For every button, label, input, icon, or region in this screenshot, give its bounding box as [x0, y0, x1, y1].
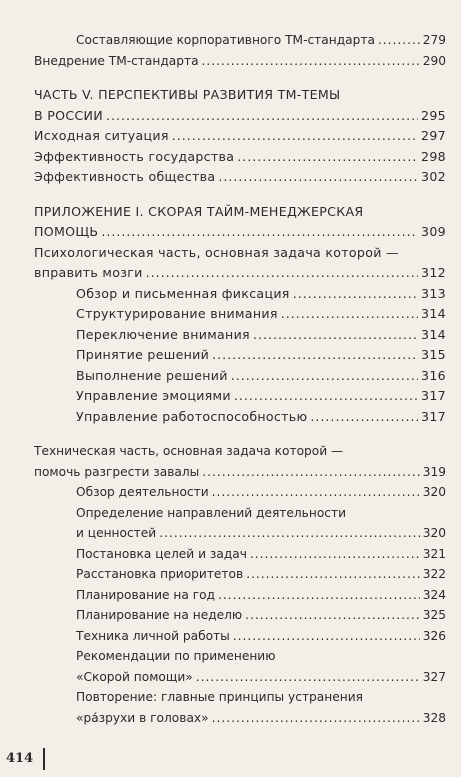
dot-leader [212, 482, 420, 503]
toc-page-number: 279 [422, 33, 446, 47]
toc-entry-title: вправить мозги [34, 265, 143, 280]
toc-entry-line: Психологическая часть, основная задача которой — [34, 244, 399, 260]
toc-entry [34, 126, 446, 147]
toc-page-number: 324 [422, 587, 446, 602]
toc-entry-line: ЧАСТЬ V. ПЕРСПЕКТИВЫ РАЗВИТИЯ ТМ-ТЕМЫ [34, 87, 341, 102]
toc-entry-title: Внедрение ТМ-стандарта [34, 53, 199, 68]
toc-page-number: 317 [421, 408, 446, 424]
dot-leader [218, 585, 420, 606]
toc-page-number: 314 [421, 306, 446, 321]
toc-page-number: 290 [422, 53, 446, 68]
toc-entry-title: «ра́зрухи в головах» [76, 710, 209, 725]
toc-block [34, 85, 446, 188]
toc-entry-title: помочь разгрести завалы [34, 464, 200, 479]
dot-leader [250, 544, 420, 565]
folio-rule [43, 748, 45, 770]
toc-page-number: 297 [421, 128, 446, 143]
page-number: 414 [6, 751, 34, 766]
dot-leader [212, 345, 418, 366]
toc-page-number: 322 [422, 567, 446, 581]
toc-entry [34, 325, 446, 346]
toc-entry [34, 482, 446, 503]
toc-entry-title: Эффективность государства [34, 148, 235, 164]
toc-entry-title: Структурирование внимания [76, 306, 278, 321]
dot-leader [253, 325, 418, 346]
toc-entry [34, 284, 446, 305]
toc-entry-title: Планирование на год [76, 587, 216, 602]
toc-entry-title: «Скорой помощи» [76, 669, 193, 684]
dot-leader [231, 366, 418, 387]
toc-entry [34, 407, 446, 428]
dot-leader [310, 407, 418, 428]
toc-entry [34, 626, 446, 647]
dot-leader [218, 167, 418, 188]
dot-leader [106, 106, 418, 127]
dot-leader [172, 126, 418, 147]
toc-page-number: 298 [421, 148, 446, 164]
toc-block [34, 202, 446, 428]
toc-entry-line: Определение направлений деятельности [76, 505, 347, 520]
dot-leader [146, 263, 418, 284]
toc-entry [34, 605, 446, 626]
toc-block [34, 441, 446, 728]
toc-page-number: 325 [422, 608, 446, 622]
toc-page-number: 315 [421, 347, 446, 362]
dot-leader [234, 386, 418, 407]
toc-entry-line: Рекомендации по применению [76, 649, 276, 663]
toc-entry [34, 51, 446, 72]
toc-entry [34, 386, 446, 407]
toc-entry [34, 585, 446, 606]
toc-page-number: 309 [421, 224, 446, 239]
toc-page-number: 302 [421, 169, 446, 184]
toc-page-number: 327 [422, 669, 446, 684]
toc-entry-line: Повторение: главные принципы устранения [76, 690, 363, 704]
toc-entry [34, 263, 446, 284]
toc-entry [34, 30, 446, 51]
dot-leader [159, 523, 420, 544]
toc-block [34, 30, 446, 71]
toc-entry [34, 147, 446, 168]
dot-leader [202, 51, 420, 72]
toc-entry [34, 304, 446, 325]
toc-page-number: 321 [422, 546, 446, 561]
toc-page-number: 312 [421, 265, 446, 280]
toc-page-number: 314 [421, 326, 446, 342]
toc-entry-title: В РОССИИ [34, 107, 103, 123]
toc-entry-title: ПОМОЩЬ [34, 224, 99, 239]
toc-entry [34, 222, 446, 243]
toc-entry-title: Управление работоспособностью [76, 408, 308, 424]
toc-entry-title: Исходная ситуация [34, 128, 169, 143]
toc-entry [34, 544, 446, 565]
toc-entry [34, 106, 446, 127]
dot-leader [281, 304, 418, 325]
toc-entry-title: и ценностей [76, 526, 157, 540]
toc-page-number: 328 [422, 710, 446, 725]
toc-entry-title: Эффективность общества [34, 169, 216, 184]
toc-page-number: 295 [421, 107, 446, 123]
dot-leader [196, 667, 420, 688]
dot-leader [202, 462, 419, 483]
toc-entry [34, 345, 446, 366]
toc-entry-title: Обзор деятельности [76, 485, 209, 499]
toc-page-number: 320 [422, 526, 446, 540]
toc-entry-title: Обзор и письменная фиксация [76, 285, 290, 301]
dot-leader [233, 626, 420, 647]
toc-entry-title: Составляющие корпоративного ТМ-стандарта [76, 33, 375, 47]
toc-page-number: 317 [421, 388, 446, 403]
toc-entry-title: Выполнение решений [76, 367, 228, 383]
toc-entry [34, 167, 446, 188]
toc-entry-title: Техника личной работы [76, 628, 230, 643]
toc-entry-title: Расстановка приоритетов [76, 567, 244, 581]
dot-leader [293, 284, 418, 305]
dot-leader [101, 222, 418, 243]
toc-entry [34, 667, 446, 688]
toc-entry [34, 523, 446, 544]
dot-leader [245, 605, 420, 626]
dot-leader [246, 564, 420, 585]
toc-entry-title: Постановка целей и задач [76, 546, 247, 561]
toc-entry-line: Техническая часть, основная задача которой — [34, 444, 344, 458]
toc-entry [34, 708, 446, 729]
table-of-contents [34, 30, 446, 742]
toc-entry-title: Управление эмоциями [76, 388, 231, 403]
toc-entry [34, 366, 446, 387]
toc-entry [34, 564, 446, 585]
toc-page-number: 320 [422, 485, 446, 499]
toc-entry-line: ПРИЛОЖЕНИЕ I. СКОРАЯ ТАЙМ-МЕНЕДЖЕРСКАЯ [34, 203, 364, 219]
toc-page-number: 326 [422, 628, 446, 643]
toc-entry-title: Планирование на неделю [76, 608, 243, 622]
dot-leader [378, 30, 420, 51]
toc-entry [34, 462, 446, 483]
dot-leader [237, 147, 418, 168]
toc-page-number: 313 [421, 285, 446, 301]
toc-page-number: 316 [421, 367, 446, 383]
toc-entry-title: Переключение внимания [76, 326, 250, 342]
toc-entry-title: Принятие решений [76, 347, 210, 362]
toc-page-number: 319 [422, 464, 446, 479]
dot-leader [212, 708, 420, 729]
